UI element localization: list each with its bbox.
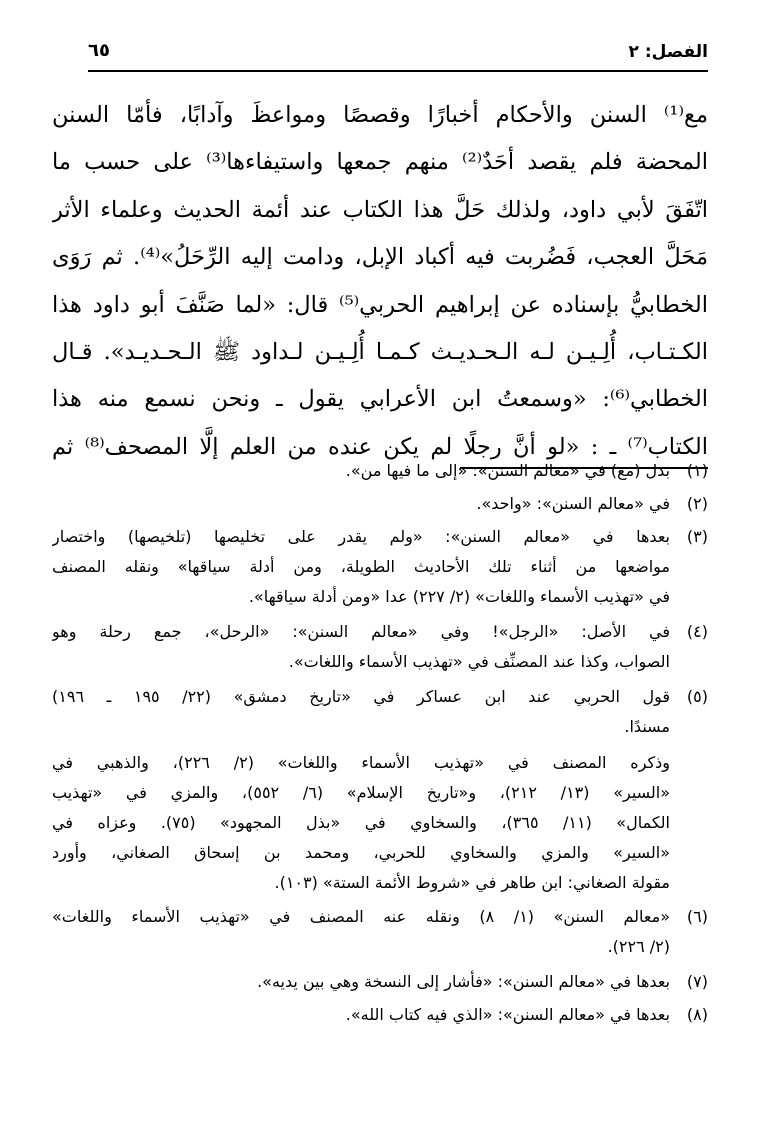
footnote-line: الكمال» (١١/ ٣٦٥)، والسخاوي في «بذل المجهود» (٧٥). وعزاه في bbox=[52, 813, 670, 832]
body-line: مَحَلَّ العجب، فَضُربت فيه أكباد الإبل، ودامت إليه الرِّحَلُ»⁽⁴⁾. ثم رَوَى bbox=[52, 244, 708, 271]
body-line: الخطابيُّ بإسناده عن إبراهيم الحربي⁽⁵⁾ قال: «لما صَنَّفَ أبو داود هذا bbox=[52, 291, 708, 318]
page-header bbox=[88, 40, 708, 72]
body-line: الكـتـاب، أُلِـيـن لـه الـحـديـث كـمـا أُلِـيـن لـداود ﷺ الـحـديـد». قـال bbox=[52, 338, 708, 365]
footnote-line: الصواب، وكذا عند المصنِّف في «تهذيب الأسماء واللغات». bbox=[288, 652, 670, 671]
footnote-line: بعدها في «معالم السنن»: «فأشار إلى النسخة وهي بين يديه». bbox=[257, 972, 670, 991]
footnote-line: بعدها في «معالم السنن»: «ولم يقدر على تخليصها (تلخيصها) واختصار bbox=[52, 527, 670, 546]
footnote-line: بعدها في «معالم السنن»: «الذي فيه كتاب الله». bbox=[345, 1005, 670, 1024]
footnote-line: وذكره المصنف في «تهذيب الأسماء واللغات» (٢/ ٢٢٦)، والذهبي في bbox=[52, 753, 670, 772]
footnote-1 bbox=[52, 456, 708, 486]
footnote-line: (٢/ ٢٢٦). bbox=[607, 937, 670, 956]
footnote-line: في «تهذيب الأسماء واللغات» (٢/ ٢٢٧) عدا «ومن أدلة سياقها». bbox=[248, 587, 670, 606]
footnote-number: (٨) bbox=[686, 1005, 708, 1024]
footnote-number: (١) bbox=[686, 461, 708, 480]
footnote-line: «معالم السنن» (١/ ٨) ونقله عنه المصنف في «تهذيب الأسماء واللغات» bbox=[52, 907, 670, 926]
footnote-line: في الأصل: «الرجل»! وفي «معالم السنن»: «الرحل»، جمع رحلة وهو bbox=[52, 622, 670, 641]
footnote-line: مسندًا. bbox=[624, 717, 670, 736]
footnote-number: (٥) bbox=[686, 687, 708, 706]
footnote-line: بدل (مع) في «معالم السنن»: «إلى ما فيها من». bbox=[345, 461, 670, 480]
footnote-6 bbox=[52, 902, 708, 962]
body-line: الخطابي⁽⁶⁾: «وسمعتُ ابن الأعرابي يقول ـ ونحن نسمع منه هذا bbox=[52, 386, 708, 413]
footnote-number: (٣) bbox=[686, 527, 708, 546]
footnote-7 bbox=[52, 967, 708, 997]
body-line: مع⁽¹⁾ السنن والأحكام أخبارًا وقصصًا ومواعظَ وآدابًا، فأمّا السنن bbox=[52, 102, 708, 128]
body-line: المحضة فلم يقصد أحَدٌ⁽²⁾ منهم جمعها واستيفاءها⁽³⁾ على حسب ما bbox=[52, 149, 708, 176]
footnote-4 bbox=[52, 617, 708, 677]
footnote-number: (٢) bbox=[686, 494, 708, 513]
footnote-line: «السير» والمزي والسخاوي للحربي، ومحمد بن إسحاق الصغاني، وأورد bbox=[52, 843, 670, 862]
footnote-line: مقولة الصغاني: ابن طاهر في «شروط الأئمة الستة» (١٠٣). bbox=[274, 873, 670, 892]
footnote-number: (٤) bbox=[686, 622, 708, 641]
footnote-number: (٦) bbox=[686, 907, 708, 926]
footnote-8 bbox=[52, 1000, 708, 1030]
chapter-title: الفصل: ٢ bbox=[628, 42, 708, 62]
footnote-line: مواضعها من أثناء تلك الأحاديث الطويلة، ومن أدلة سياقها» ونقله المصنف bbox=[52, 557, 670, 576]
footnote-5 bbox=[52, 682, 708, 898]
footnote-3 bbox=[52, 522, 708, 612]
footnotes bbox=[52, 452, 708, 1052]
footnote-line: في «معالم السنن»: «واحد». bbox=[476, 494, 670, 513]
body-line: الكتاب⁽⁷⁾ ـ : «لو أنَّ رجلًا لم يكن عنده من العلم إلَّا المصحف⁽⁸⁾ ثم bbox=[52, 433, 708, 460]
footnote-2 bbox=[52, 489, 708, 519]
footnote-line: قول الحربي عند ابن عساكر في «تاريخ دمشق» (٢٢/ ١٩٥ ـ ١٩٦) bbox=[52, 687, 670, 706]
footnote-number: (٧) bbox=[686, 972, 708, 991]
body-line: اتّفَقَ لأبي داود، ولذلك حَلَّ هذا الكتاب عند أئمة الحديث وعلماء الأثر bbox=[52, 196, 708, 223]
main-text bbox=[52, 92, 708, 471]
page-number: ٦٥ bbox=[88, 40, 110, 61]
footnote-line: «السير» (١٣/ ٢١٢)، و«تاريخ الإسلام» (٦/ ٥٥٢)، والمزي في «تهذيب bbox=[52, 783, 670, 802]
